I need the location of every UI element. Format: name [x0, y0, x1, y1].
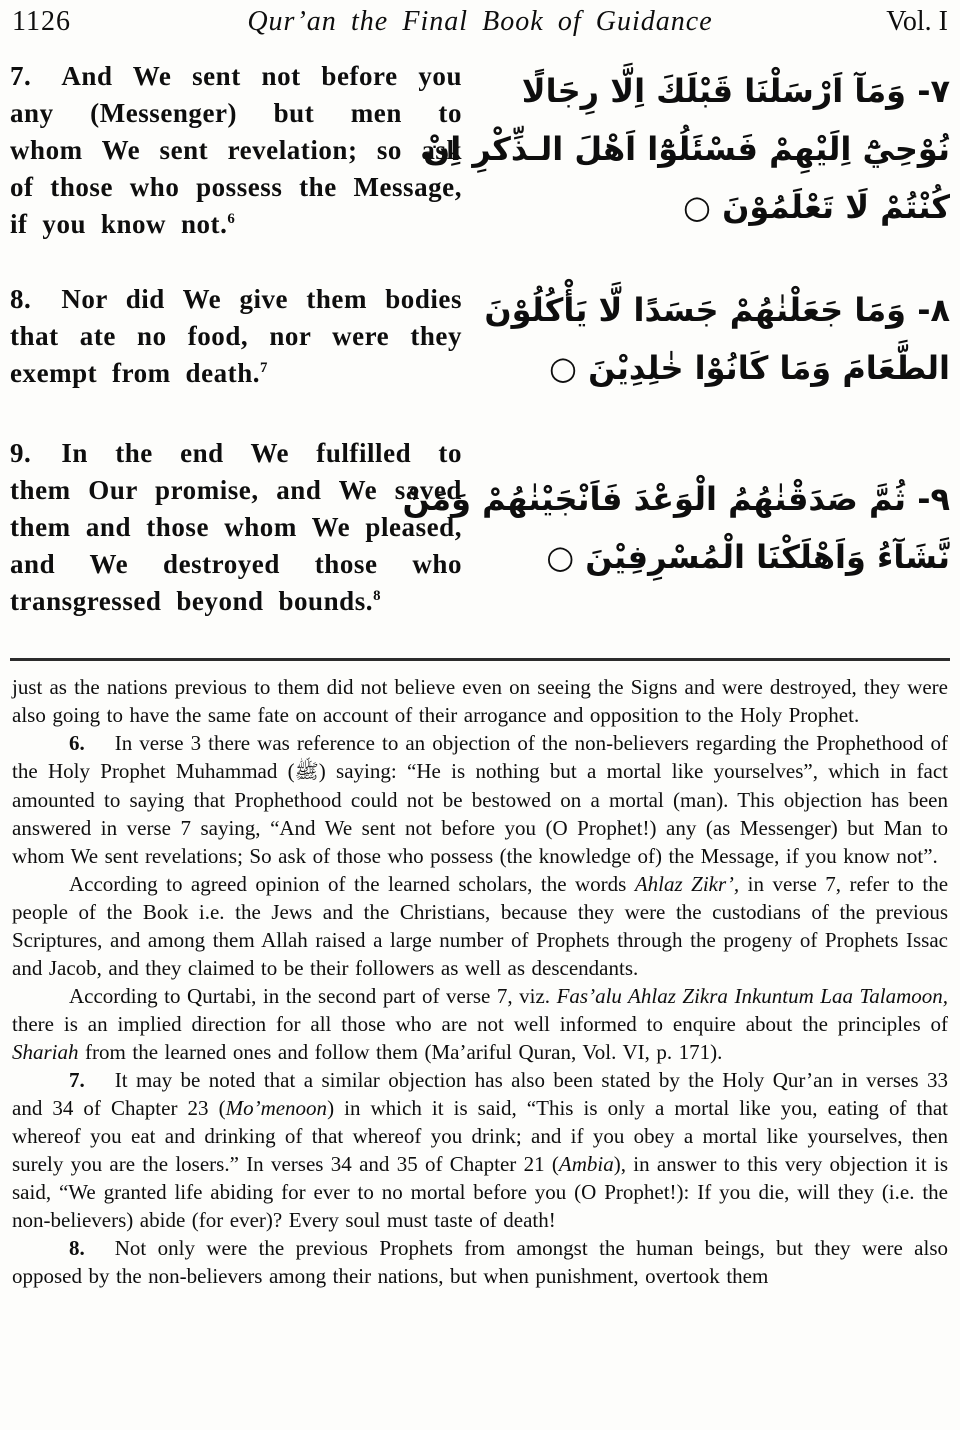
commentary-paragraph [12, 673, 948, 729]
section-divider [10, 658, 950, 661]
arabic-line: الطَّعَامَ وَمَا كَانُوْا خٰلِدِيْنَ ○ [549, 349, 950, 387]
text-segment: Mo’menoon [225, 1096, 328, 1120]
text-segment: According to Qurtabi, in the second part of verse 7, viz. [69, 984, 557, 1008]
text-segment: just as the nations previous to them did not believe even on seeing the Signs and were destroyed, they were also going to have the same fate on account of their arrogance and opposition to the Holy Prophet. [12, 675, 948, 727]
text-segment: It may be noted that a similar objection has also been stated by the Holy Qur’an in verses 33 and 34 of Chapter 23 ( [12, 1068, 948, 1120]
footnote-ref: 8 [373, 588, 382, 604]
arabic-line: ٧- وَمَآ اَرْسَلْنَا قَبْلَكَ اِلَّا رِجَالًا [521, 72, 950, 110]
verse-row [10, 58, 950, 243]
text-segment: In verse 3 there was reference to an objection of the non-believers regarding the Prophethood of the Holy Prophet Muhammad ( [12, 731, 948, 783]
arabic-line: ٩- ثُمَّ صَدَقْنٰهُمُ الْوَعْدَ فَاَنْجَيْنٰهُمْ وَمَنْ [402, 479, 950, 518]
arabic-line: نَّشَآءُ وَاَهْلَكْنَا الْمُسْرِفِيْنَ ○ [546, 537, 950, 576]
arabic-line: ٨- وَمَا جَعَلْنٰهُمْ جَسَدًا لَّا يَأْكُلُوْنَ [484, 291, 950, 329]
verse-row [10, 281, 950, 397]
verse-number: 8. [10, 284, 32, 314]
commentary-paragraph [12, 870, 948, 982]
commentary-paragraph [12, 1234, 948, 1290]
footnote-ref: 7 [260, 360, 269, 376]
commentary-paragraph [12, 982, 948, 1066]
running-title: Qur’an the Final Book of Guidance [247, 6, 713, 37]
arabic-line: كُنْتُمْ لَا تَعْلَمُوْنَ ○ [683, 188, 950, 226]
text-segment: ), in answer to this very objection it is said, “We granted life abiding for ever to no mortal before you (O Prophet!): If you die, will they (i.e. the non-believers) abide (for ever)? Every soul must taste of death! [12, 1152, 948, 1232]
paragraph-number: 7. [69, 1068, 85, 1092]
verse-arabic [402, 470, 950, 586]
verse-arabic [422, 62, 950, 236]
verse-text: In the end We fulfilled to them Our promise, and We saved them and those whom We pleased, and We destroyed those who transgressed beyond bounds. [10, 438, 462, 616]
text-segment: ) in which it is said, “This is only a mortal like you, eating of that whereof you eat and drinking of that whereof you drink; and if you obey a mortal like yourselves, then surely you are the losers.” In verses 34 and 35 of Chapter 21 ( [12, 1096, 948, 1176]
text-segment: Ahlaz Zikr’, [634, 872, 740, 896]
verse-english [10, 281, 462, 397]
page-number: 1126 [12, 6, 71, 37]
verse-text: Nor did We give them bodies that ate no food, nor were they exempt from death. [10, 284, 462, 388]
text-segment: in verse 7, refer to the people of the Book i.e. the Jews and the Christians, because they were the custodians of the previous Scriptures, and among them Allah raised a large number of Prophets through the progeny of Prophets Issac and Jacob, and they claimed to be their followers as well as descendants. [12, 872, 949, 980]
text-segment: ) saying: “He is nothing but a mortal like yourselves”, which in fact amounted to saying that Prophethood could not be bestowed on a mortal (man). This objection has been answered in verse 7 saying, “And We sent not before you (O Prophet!) any (as Messenger) but Man to whom We sent revelations; So ask of those who possess (the knowledge of) the Message, if you know not”. [12, 759, 948, 868]
pbuh-honorific: ﷺ [294, 761, 319, 783]
verses-section [10, 58, 950, 620]
verse-text: And We sent not before you any (Messenger) but men to whom We sent revelation; so ask of those who possess the Message, if you know not. [10, 61, 462, 239]
verse-english [10, 435, 462, 620]
paragraph-number: 6. [69, 731, 85, 755]
text-segment: there is an implied direction for all those who are not well informed to enquire about the principles of [12, 1012, 948, 1036]
verse-arabic [484, 281, 950, 397]
text-segment: Shariah [12, 1040, 79, 1064]
arabic-line: نُوْحِيْٓ اِلَيْهِمْ فَسْئَلُوْٓا اَهْلَ الـذِّكْرِ اِنْ [422, 130, 950, 168]
footnote-ref: 6 [227, 211, 236, 227]
text-segment: Fas’alu Ahlaz Zikra Inkuntum Laa Talamoon, [556, 984, 948, 1008]
text-segment: Ambia [558, 1152, 614, 1176]
commentary-paragraph [12, 729, 948, 870]
volume-label: Vol. I [886, 6, 948, 37]
text-segment: Not only were the previous Prophets from amongst the human beings, but they were also opposed by the non-believers among their nations, but when punishment, overtook them [12, 1236, 948, 1288]
verse-number: 9. [10, 438, 32, 468]
verse-number: 7. [10, 61, 32, 91]
page-header [10, 6, 950, 38]
text-segment: from the learned ones and follow them (Ma’ariful Quran, Vol. VI, p. 171). [78, 1040, 723, 1064]
commentary-paragraph [12, 1066, 948, 1234]
verse-row [10, 435, 950, 620]
text-segment: According to agreed opinion of the learned scholars, the words [69, 872, 635, 896]
commentary-section [10, 673, 950, 1290]
verse-english [10, 58, 462, 243]
paragraph-number: 8. [69, 1236, 85, 1260]
